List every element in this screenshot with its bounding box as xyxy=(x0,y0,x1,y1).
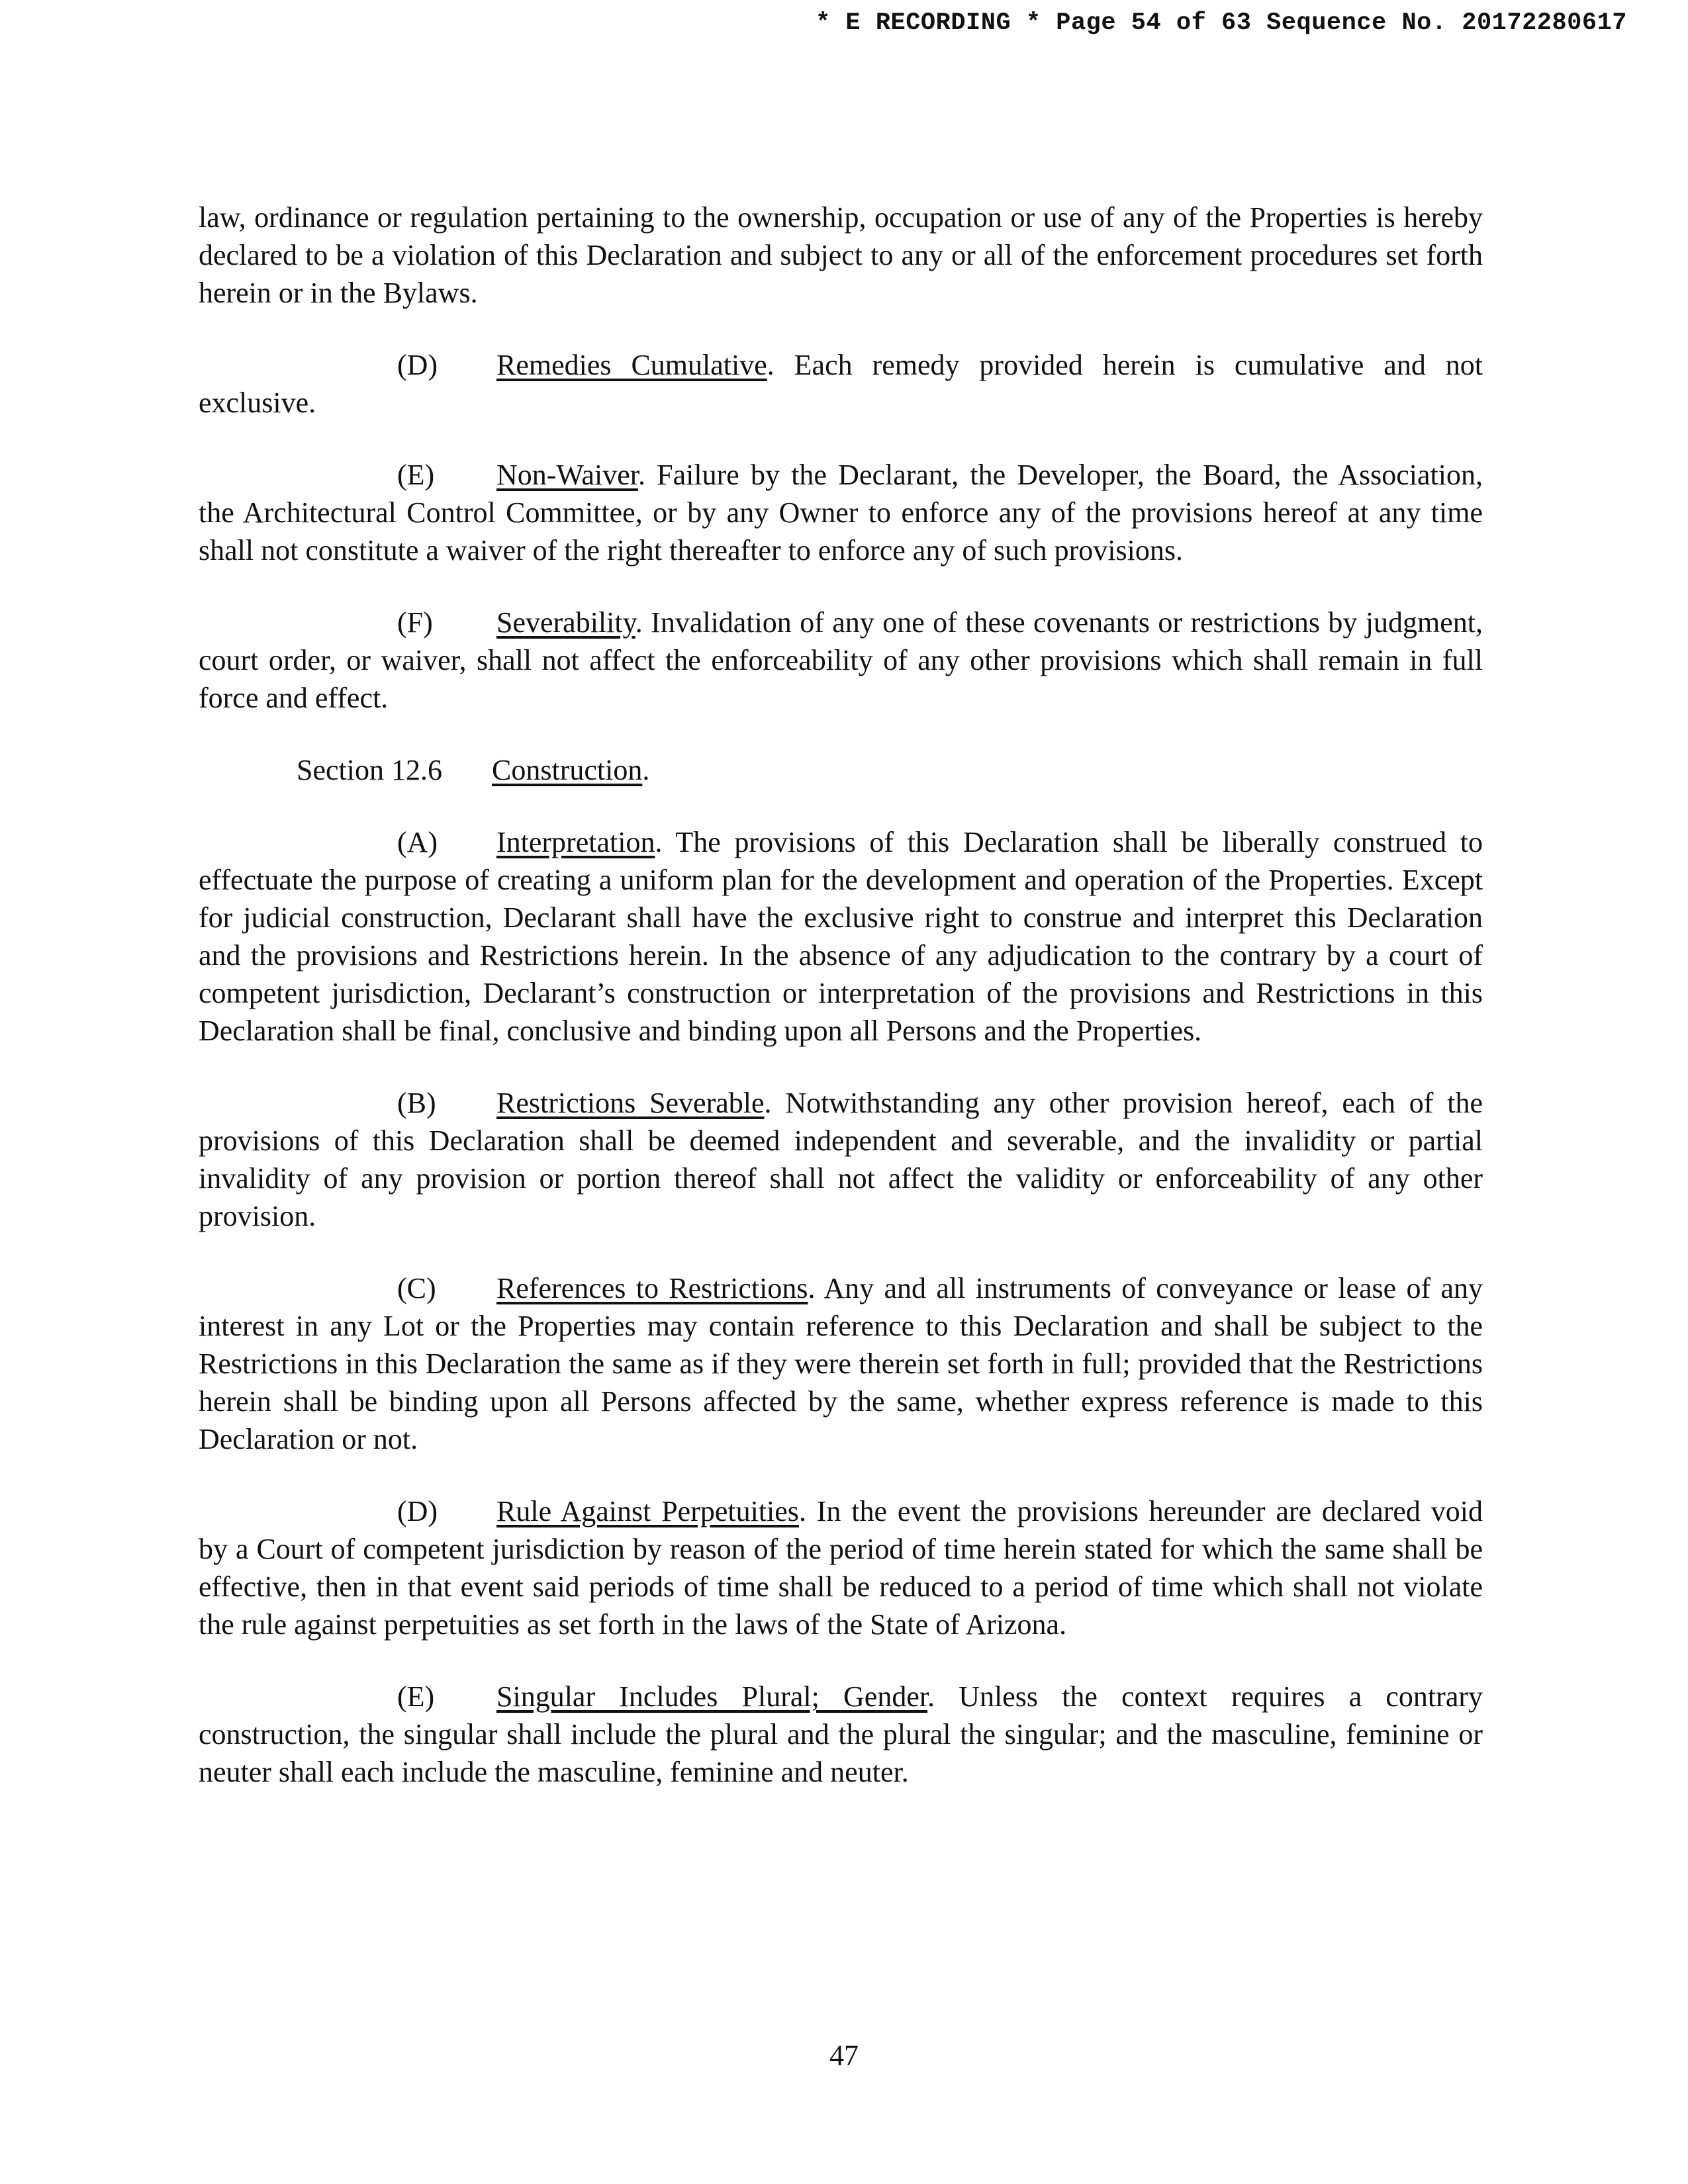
paragraph-continuation xyxy=(199,199,1483,312)
paragraph-text: . Invalidation of any one of these covenants or restrictions by judgment, court order, or waiver, shall not affect the enforceability of any other provisions which shall remain in full force and effect. xyxy=(199,606,1483,714)
paragraph-label: (F) xyxy=(397,606,433,639)
paragraph-text: . Unless the context requires a contrary construction, the singular shall include the plural and the plural the singular; and the masculine, feminine or neuter shall each include the masculine, feminine and neuter. xyxy=(199,1680,1483,1788)
paragraph-heading: Rule Against Perpetuities xyxy=(496,1495,799,1527)
paragraph-label: (E) xyxy=(397,459,435,491)
paragraph-heading: References to Restrictions xyxy=(496,1272,808,1304)
document-body xyxy=(199,199,1483,1791)
recording-header: * E RECORDING * Page 54 of 63 Sequence No. 20172280617 xyxy=(816,9,1627,37)
paragraph-non-waiver xyxy=(199,456,1483,569)
page-number: 47 xyxy=(829,2039,859,2071)
paragraph-interpretation xyxy=(199,823,1483,1050)
paragraph-label: (C) xyxy=(397,1272,436,1304)
paragraph-label: (D) xyxy=(397,1495,438,1527)
paragraph-text: . Any and all instruments of conveyance or lease of any interest in any Lot or the Properties may contain reference to this Declaration and shall be subject to the Restrictions in this Declaration the same as if they were therein set forth in full; provided that the Restrictions herein shall be binding upon all Persons affected by the same, whether express reference is made to this Declaration or not. xyxy=(199,1272,1483,1455)
paragraph-heading: Severability xyxy=(496,606,635,639)
paragraph-label: (D) xyxy=(397,349,438,381)
paragraph-label: (B) xyxy=(397,1087,436,1119)
paragraph-heading: Interpretation xyxy=(496,826,655,858)
paragraph-label: (E) xyxy=(397,1680,435,1713)
paragraph-text: . The provisions of this Declaration shall be liberally construed to effectuate the purpose of creating a uniform plan for the development and operation of the Properties. Except for judicial construction, Declarant shall have the exclusive right to construe and interpret this Declaration and the provisions and Restrictions herein. In the absence of any adjudication to the contrary by a court of competent jurisdiction, Declarant’s construction or interpretation of the provisions and Restrictions in this Declaration shall be final, conclusive and binding upon all Persons and the Properties. xyxy=(199,826,1483,1047)
paragraph-text: . Notwithstanding any other provision hereof, each of the provisions of this Declaration shall be deemed independent and severable, and the invalidity or partial invalidity of any provision or portion thereof shall not affect the validity or enforceability of any other provision. xyxy=(199,1087,1483,1232)
paragraph-heading: Restrictions Severable xyxy=(496,1087,765,1119)
section-heading-construction xyxy=(199,751,1483,789)
paragraph-heading: Remedies Cumulative xyxy=(496,349,767,381)
paragraph-text: . Each remedy provided herein is cumulative and not exclusive. xyxy=(199,349,1483,419)
paragraph-singular-includes-plural xyxy=(199,1678,1483,1791)
section-title: Construction xyxy=(492,754,643,786)
paragraph-references-to-restrictions xyxy=(199,1269,1483,1458)
paragraph-remedies-cumulative xyxy=(199,346,1483,422)
paragraph-rule-against-perpetuities xyxy=(199,1492,1483,1643)
paragraph-text: . In the event the provisions hereunder are declared void by a Court of competent jurisdiction by reason of the period of time herein stated for which the same shall be effective, then in that event said periods of time shall be reduced to a period of time which shall not violate the rule against perpetuities as set forth in the laws of the State of Arizona. xyxy=(199,1495,1483,1641)
paragraph-text: law, ordinance or regulation pertaining to the ownership, occupation or use of any of the Properties is hereby declared to be a violation of this Declaration and subject to any or all of the enforcement procedures set forth herein or in the Bylaws. xyxy=(199,201,1483,309)
paragraph-text: . Failure by the Declarant, the Developer, the Board, the Association, the Architectural Control Committee, or by any Owner to enforce any of the provisions hereof at any time shall not constitute a waiver of the right thereafter to enforce any of such provisions. xyxy=(199,459,1483,567)
section-title-period: . xyxy=(642,754,650,786)
paragraph-heading: Non-Waiver xyxy=(496,459,638,491)
paragraph-heading: Singular Includes Plural; Gender xyxy=(496,1680,928,1713)
section-label: Section 12.6 xyxy=(297,754,442,786)
paragraph-label: (A) xyxy=(397,826,438,858)
paragraph-restrictions-severable xyxy=(199,1084,1483,1235)
paragraph-severability xyxy=(199,604,1483,717)
